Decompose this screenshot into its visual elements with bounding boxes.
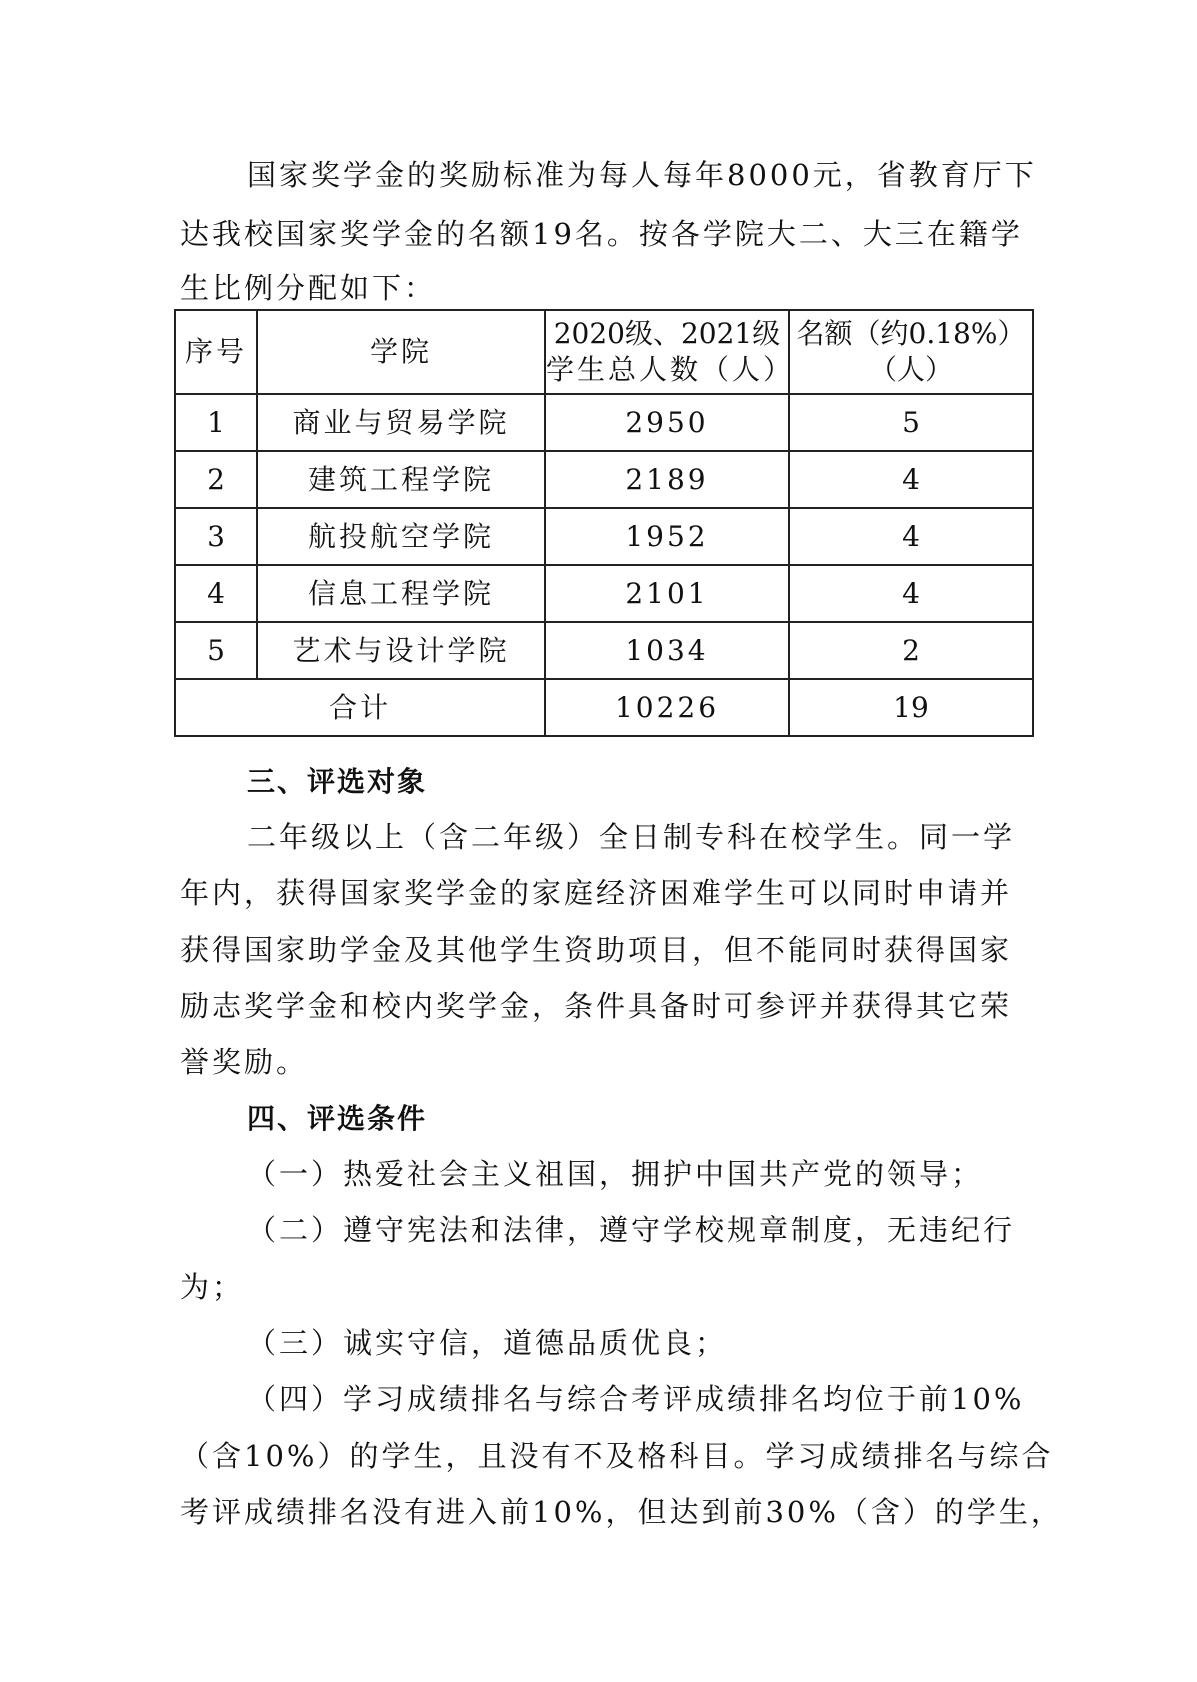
sum-student-total: 10226 — [545, 679, 789, 736]
intro-line-3: 生比例分配如下： — [180, 271, 437, 305]
header-quota-line2: （人） — [868, 353, 953, 386]
row-quota: 4 — [789, 451, 1033, 508]
row-college: 商业与贸易学院 — [257, 394, 545, 451]
row-index: 2 — [175, 451, 257, 508]
table-row — [175, 451, 1033, 508]
section-4-item-1: （一）热爱社会主义祖国，拥护中国共产党的领导； — [247, 1157, 984, 1191]
section-3-line-2: 年内，获得国家奖学金的家庭经济困难学生可以同时申请并 — [180, 876, 1013, 910]
section-3-line-4: 励志奖学金和校内奖学金，条件具备时可参评并获得其它荣 — [180, 989, 1013, 1023]
intro-line-1: 国家奖学金的奖励标准为每人每年8000元，省教育厅下 — [247, 158, 1037, 192]
table-row — [175, 565, 1033, 622]
sum-label: 合计 — [175, 679, 545, 736]
section-4-item-2-cont: 为； — [180, 1270, 245, 1304]
row-student-total: 2189 — [545, 451, 789, 508]
table-row — [175, 394, 1033, 451]
section-3-line-3: 获得国家助学金及其他学生资助项目，但不能同时获得国家 — [180, 933, 1013, 967]
section-3-heading: 三、评选对象 — [247, 765, 428, 798]
row-college: 建筑工程学院 — [257, 451, 545, 508]
section-4-heading: 四、评选条件 — [247, 1102, 428, 1135]
row-index: 3 — [175, 508, 257, 565]
header-student-total-line1: 2020级、2021级 — [553, 317, 781, 350]
section-4-item-2: （二）遵守宪法和法律，遵守学校规章制度，无违纪行 — [247, 1213, 1016, 1247]
section-4-item-3: （三）诚实守信，道德品质优良； — [247, 1326, 728, 1360]
table-row — [175, 622, 1033, 679]
header-quota — [789, 310, 1033, 394]
row-index: 1 — [175, 394, 257, 451]
row-quota: 4 — [789, 508, 1033, 565]
row-college: 信息工程学院 — [257, 565, 545, 622]
row-student-total: 2950 — [545, 394, 789, 451]
row-college: 航投航空学院 — [257, 508, 545, 565]
header-student-total-line2: 学生总人数（人） — [546, 353, 795, 386]
header-quota-line1: 名额（约0.18%） — [796, 317, 1026, 350]
row-quota: 4 — [789, 565, 1033, 622]
table-sum-row — [175, 679, 1033, 736]
row-college: 艺术与设计学院 — [257, 622, 545, 679]
section-3-line-1: 二年级以上（含二年级）全日制专科在校学生。同一学 — [247, 820, 1016, 854]
section-3-line-5: 誉奖励。 — [180, 1045, 309, 1079]
row-student-total: 1034 — [545, 622, 789, 679]
section-4-item-4-cont-1: （含10%）的学生，且没有不及格科目。学习成绩排名与综合 — [180, 1439, 1054, 1473]
section-4-item-4: （四）学习成绩排名与综合考评成绩排名均位于前10% — [247, 1382, 1025, 1416]
table-row — [175, 508, 1033, 565]
row-student-total: 2101 — [545, 565, 789, 622]
sum-quota: 19 — [789, 679, 1033, 736]
section-4-item-4-cont-2: 考评成绩排名没有进入前10%，但达到前30%（含）的学生， — [180, 1495, 1063, 1529]
row-index: 5 — [175, 622, 257, 679]
table-header-row — [175, 310, 1033, 394]
row-quota: 5 — [789, 394, 1033, 451]
quota-allocation-table — [174, 309, 1034, 737]
row-quota: 2 — [789, 622, 1033, 679]
row-index: 4 — [175, 565, 257, 622]
intro-line-2: 达我校国家奖学金的名额19名。按各学院大二、大三在籍学 — [180, 217, 1023, 251]
header-college: 学院 — [257, 310, 545, 394]
header-student-total — [545, 310, 795, 394]
row-student-total: 1952 — [545, 508, 789, 565]
header-index: 序号 — [175, 310, 257, 394]
